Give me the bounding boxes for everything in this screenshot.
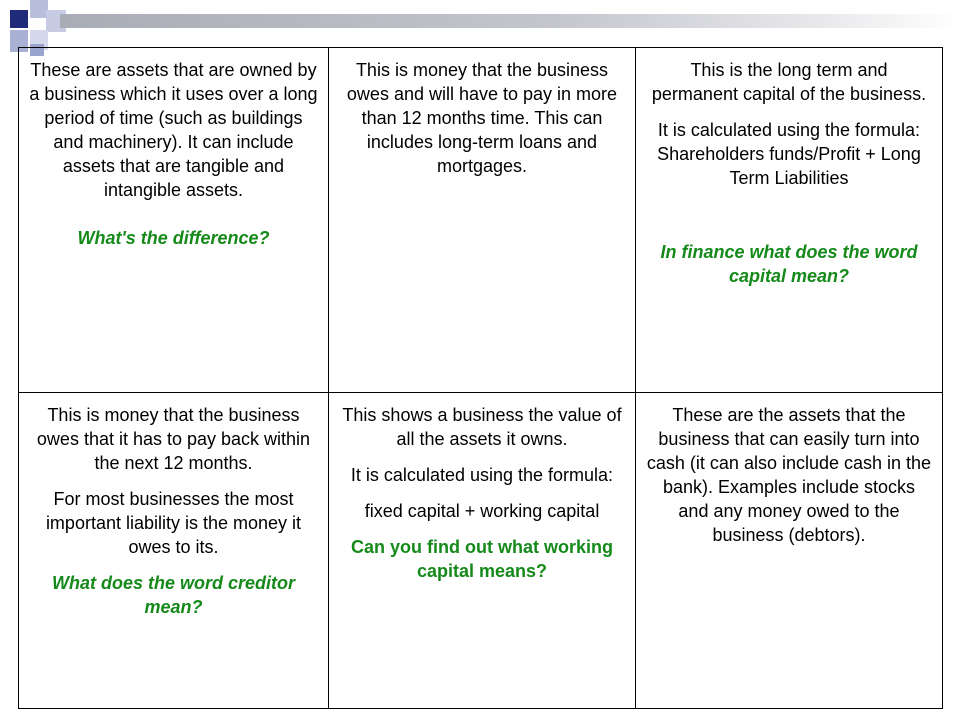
card-fixed-assets: [19, 48, 329, 393]
title-gradient-bar: [60, 14, 960, 28]
card-text: These are assets that are owned by a business which it uses over a long period of time (such as buildings and machinery). It can include assets that are tangible and intangible assets.: [29, 60, 318, 200]
card-question: Can you find out what working capital means?: [351, 537, 613, 581]
card-capital-employed: [329, 393, 636, 708]
card-formula: Shareholders funds/Profit + Long Term Liabilities: [657, 144, 921, 188]
card-long-term-liabilities: [329, 48, 636, 393]
card-text: For most businesses the most important liability is the money it owes to its.: [45, 489, 302, 557]
card-text: These are the assets that the business that can easily turn into cash (it can also include cash in the bank). Examples include stocks and any money owed to the business (debtors).: [646, 405, 932, 545]
card-question: In finance what does the word capital mean?: [660, 242, 918, 286]
card-text: It is calculated using the formula:: [350, 465, 614, 485]
card-text: It is calculated using the formula:: [657, 120, 921, 140]
decor-square-navy: [10, 10, 28, 28]
card-text: This shows a business the value of all the assets it owns.: [342, 405, 622, 449]
definition-card-grid: [18, 47, 943, 709]
card-text: This is the long term and permanent capital of the business.: [651, 60, 927, 104]
card-formula: fixed capital + working capital: [364, 501, 600, 521]
card-question: What's the difference?: [77, 228, 270, 248]
card-question: What does the word creditor mean?: [51, 573, 296, 617]
card-capital: [636, 48, 942, 393]
card-current-liabilities: [19, 393, 329, 708]
card-current-assets: [636, 393, 942, 708]
card-text: This is money that the business owes that it has to pay back within the next 12 months.: [36, 405, 311, 473]
card-text: This is money that the business owes and will have to pay in more than 12 months time. This can includes long-term loans and mortgages.: [346, 60, 618, 176]
